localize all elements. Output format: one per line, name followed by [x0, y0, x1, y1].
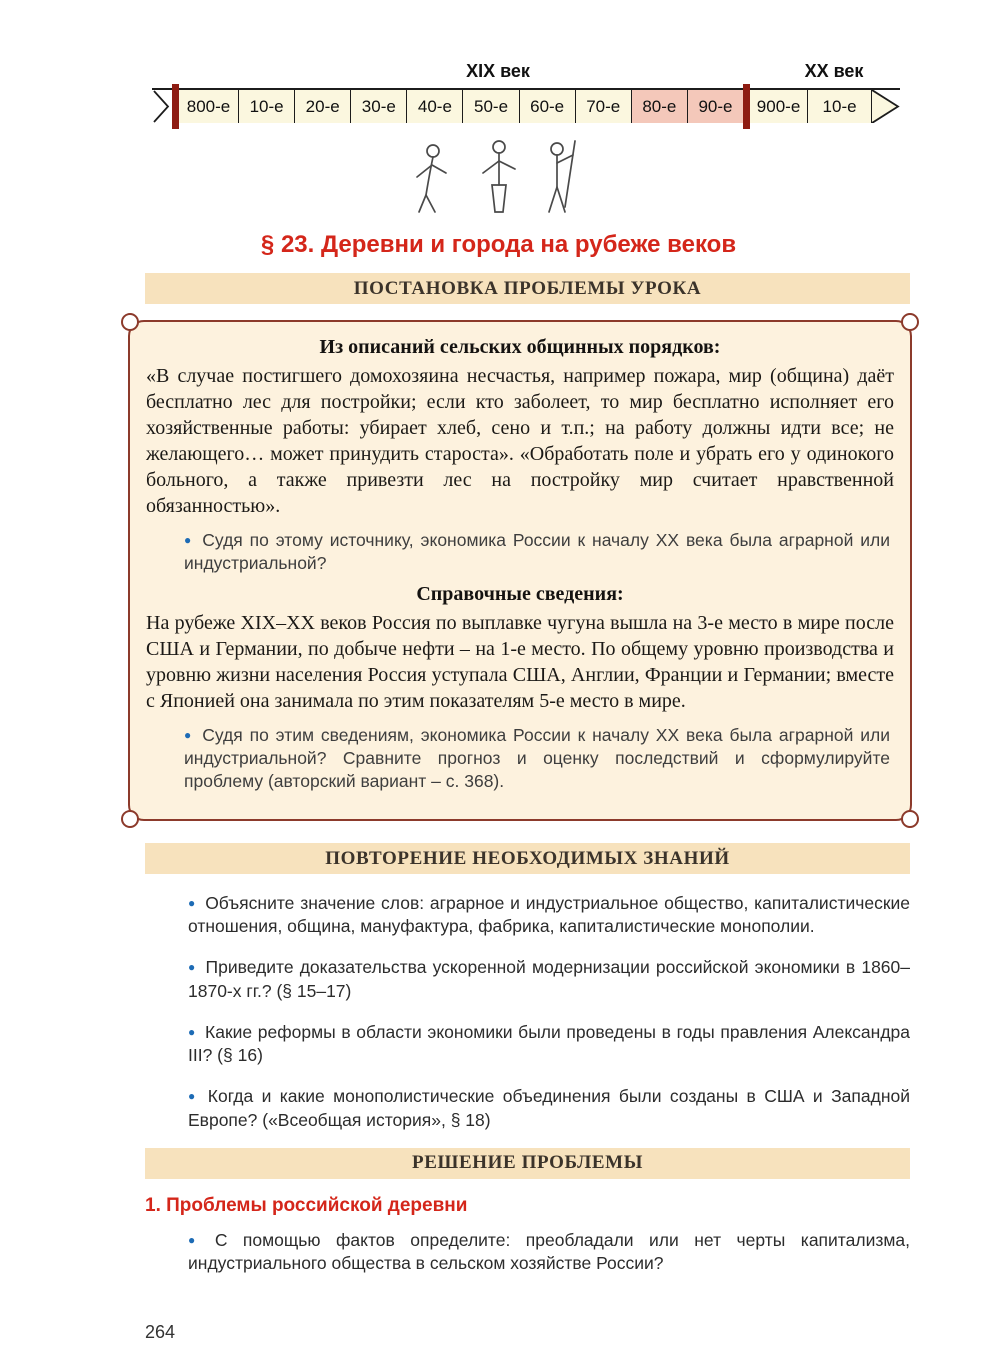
- timeline-cell: 60-е: [519, 90, 575, 123]
- source-quote-text: «В случае постигшего домохозяина несчастья, например пожара, мир (община) даёт бесплатно лес для постройки; если кто заболеет, то мир бесплатно исполняет его хозяйственные работы: убирает хлеб, сено и т.п.; на работу должны идти все; не желающего… может принудить староста». «Обработать поле и убрать его у одинокого больного, а также привезти лес на постройку мир считает нравственной обязанностью».: [146, 365, 894, 517]
- century-label-xx: XX век: [804, 61, 864, 81]
- reference-heading: Справочные сведения:: [416, 583, 624, 606]
- timeline-cell: 10-е: [238, 90, 294, 123]
- bullet-icon: ●: [188, 1089, 199, 1104]
- reference-text: На рубеже XIX–XX веков Россия по выплавке чугуна вышла на 3-е место в мире после США и Германии, по добыче нефти – на 1-е место. По общему уровню производства и уровню жизни населения Россия уступала США, Англии, Франции и Германии; вместе с Японией она занимала по этим показателям 5-е место в мире.: [146, 612, 894, 713]
- question-2: [184, 724, 890, 793]
- bullet-icon: ●: [184, 533, 194, 547]
- timeline-cell: 10-е: [807, 90, 872, 123]
- review-item: [188, 1021, 910, 1068]
- review-item-text: Когда и какие монополистические объединения были созданы в США и Западной Европе? («Всеобщая история», § 18): [188, 1086, 910, 1130]
- bullet-icon: ●: [188, 960, 197, 975]
- solution-subheading: 1. Проблемы российской деревни: [145, 1194, 468, 1216]
- review-item: [188, 956, 910, 1003]
- section-header-problem-setup: ПОСТАНОВКА ПРОБЛЕМЫ УРОКА: [145, 273, 910, 304]
- timeline-cell: 40-е: [406, 90, 462, 123]
- timeline-arrow-head-icon: [872, 90, 900, 123]
- bullet-icon: ●: [184, 728, 194, 743]
- section-header-review: ПОВТОРЕНИЕ НЕОБХОДИМЫХ ЗНАНИЙ: [145, 843, 910, 874]
- review-item-text: Какие реформы в области экономики были проведены в годы правления Александра III? (§ 16): [188, 1021, 910, 1066]
- timeline-strip: [152, 88, 900, 123]
- review-item: [188, 1085, 910, 1132]
- page-title: § 23. Деревни и города на рубеже веков: [260, 231, 737, 258]
- page-number: 264: [145, 1321, 176, 1342]
- box-corner-ornament: [901, 810, 919, 828]
- timeline-cell: 20-е: [294, 90, 350, 123]
- timeline-start-chevron-icon: [152, 90, 172, 123]
- question-1: [184, 529, 890, 575]
- peasants-illustration: [0, 135, 997, 217]
- box-corner-ornament: [121, 313, 139, 331]
- solution-question-text: С помощью фактов определите: преобладали или нет черты капитализма, индустриального общества в сельском хозяйстве России?: [188, 1229, 910, 1274]
- review-list: [188, 892, 910, 1132]
- bullet-icon: ●: [188, 895, 197, 910]
- timeline-cell: 30-е: [350, 90, 406, 123]
- timeline-cell-highlighted: 80-е: [631, 90, 687, 123]
- timeline-cell: 800-е: [179, 90, 238, 123]
- timeline-era-divider: [172, 84, 179, 129]
- box-corner-ornament: [901, 313, 919, 331]
- question-2-text: Судя по этим сведениям, экономика России к началу XX века была аграрной или индустриальной? Сравните прогноз и оценку последствий и сформулируйте проблему (авторский вариант – с. 368).: [184, 725, 890, 792]
- problem-box: [128, 320, 912, 821]
- review-item-text: Приведите доказательства ускоренной модернизации российской экономики в 1860–1870-х гг.? (§ 15–17): [188, 957, 910, 1001]
- timeline-cell-highlighted: 90-е: [687, 90, 743, 123]
- section-header-solution: РЕШЕНИЕ ПРОБЛЕМЫ: [145, 1148, 910, 1179]
- bullet-icon: ●: [188, 1024, 197, 1039]
- question-1-text: Судя по этому источнику, экономика России к началу XX века была аграрной или индустриальной?: [184, 530, 890, 574]
- review-item-text: Объясните значение слов: аграрное и индустриальное общество, капиталистические отношения, община, мануфактура, фабрика, капиталистические монополии.: [188, 892, 910, 937]
- solution-question: [188, 1229, 910, 1276]
- timeline-cell: 50-е: [462, 90, 518, 123]
- bullet-icon: ●: [188, 1232, 206, 1247]
- review-item: [188, 892, 910, 939]
- century-label-xix: XIX век: [466, 61, 530, 81]
- box-corner-ornament: [121, 810, 139, 828]
- source-heading: Из описаний сельских общинных порядков:: [319, 336, 721, 358]
- timeline-century-divider: [743, 84, 750, 129]
- timeline-cell: 900-е: [750, 90, 807, 123]
- timeline: [152, 61, 900, 123]
- timeline-cell: 70-е: [575, 90, 631, 123]
